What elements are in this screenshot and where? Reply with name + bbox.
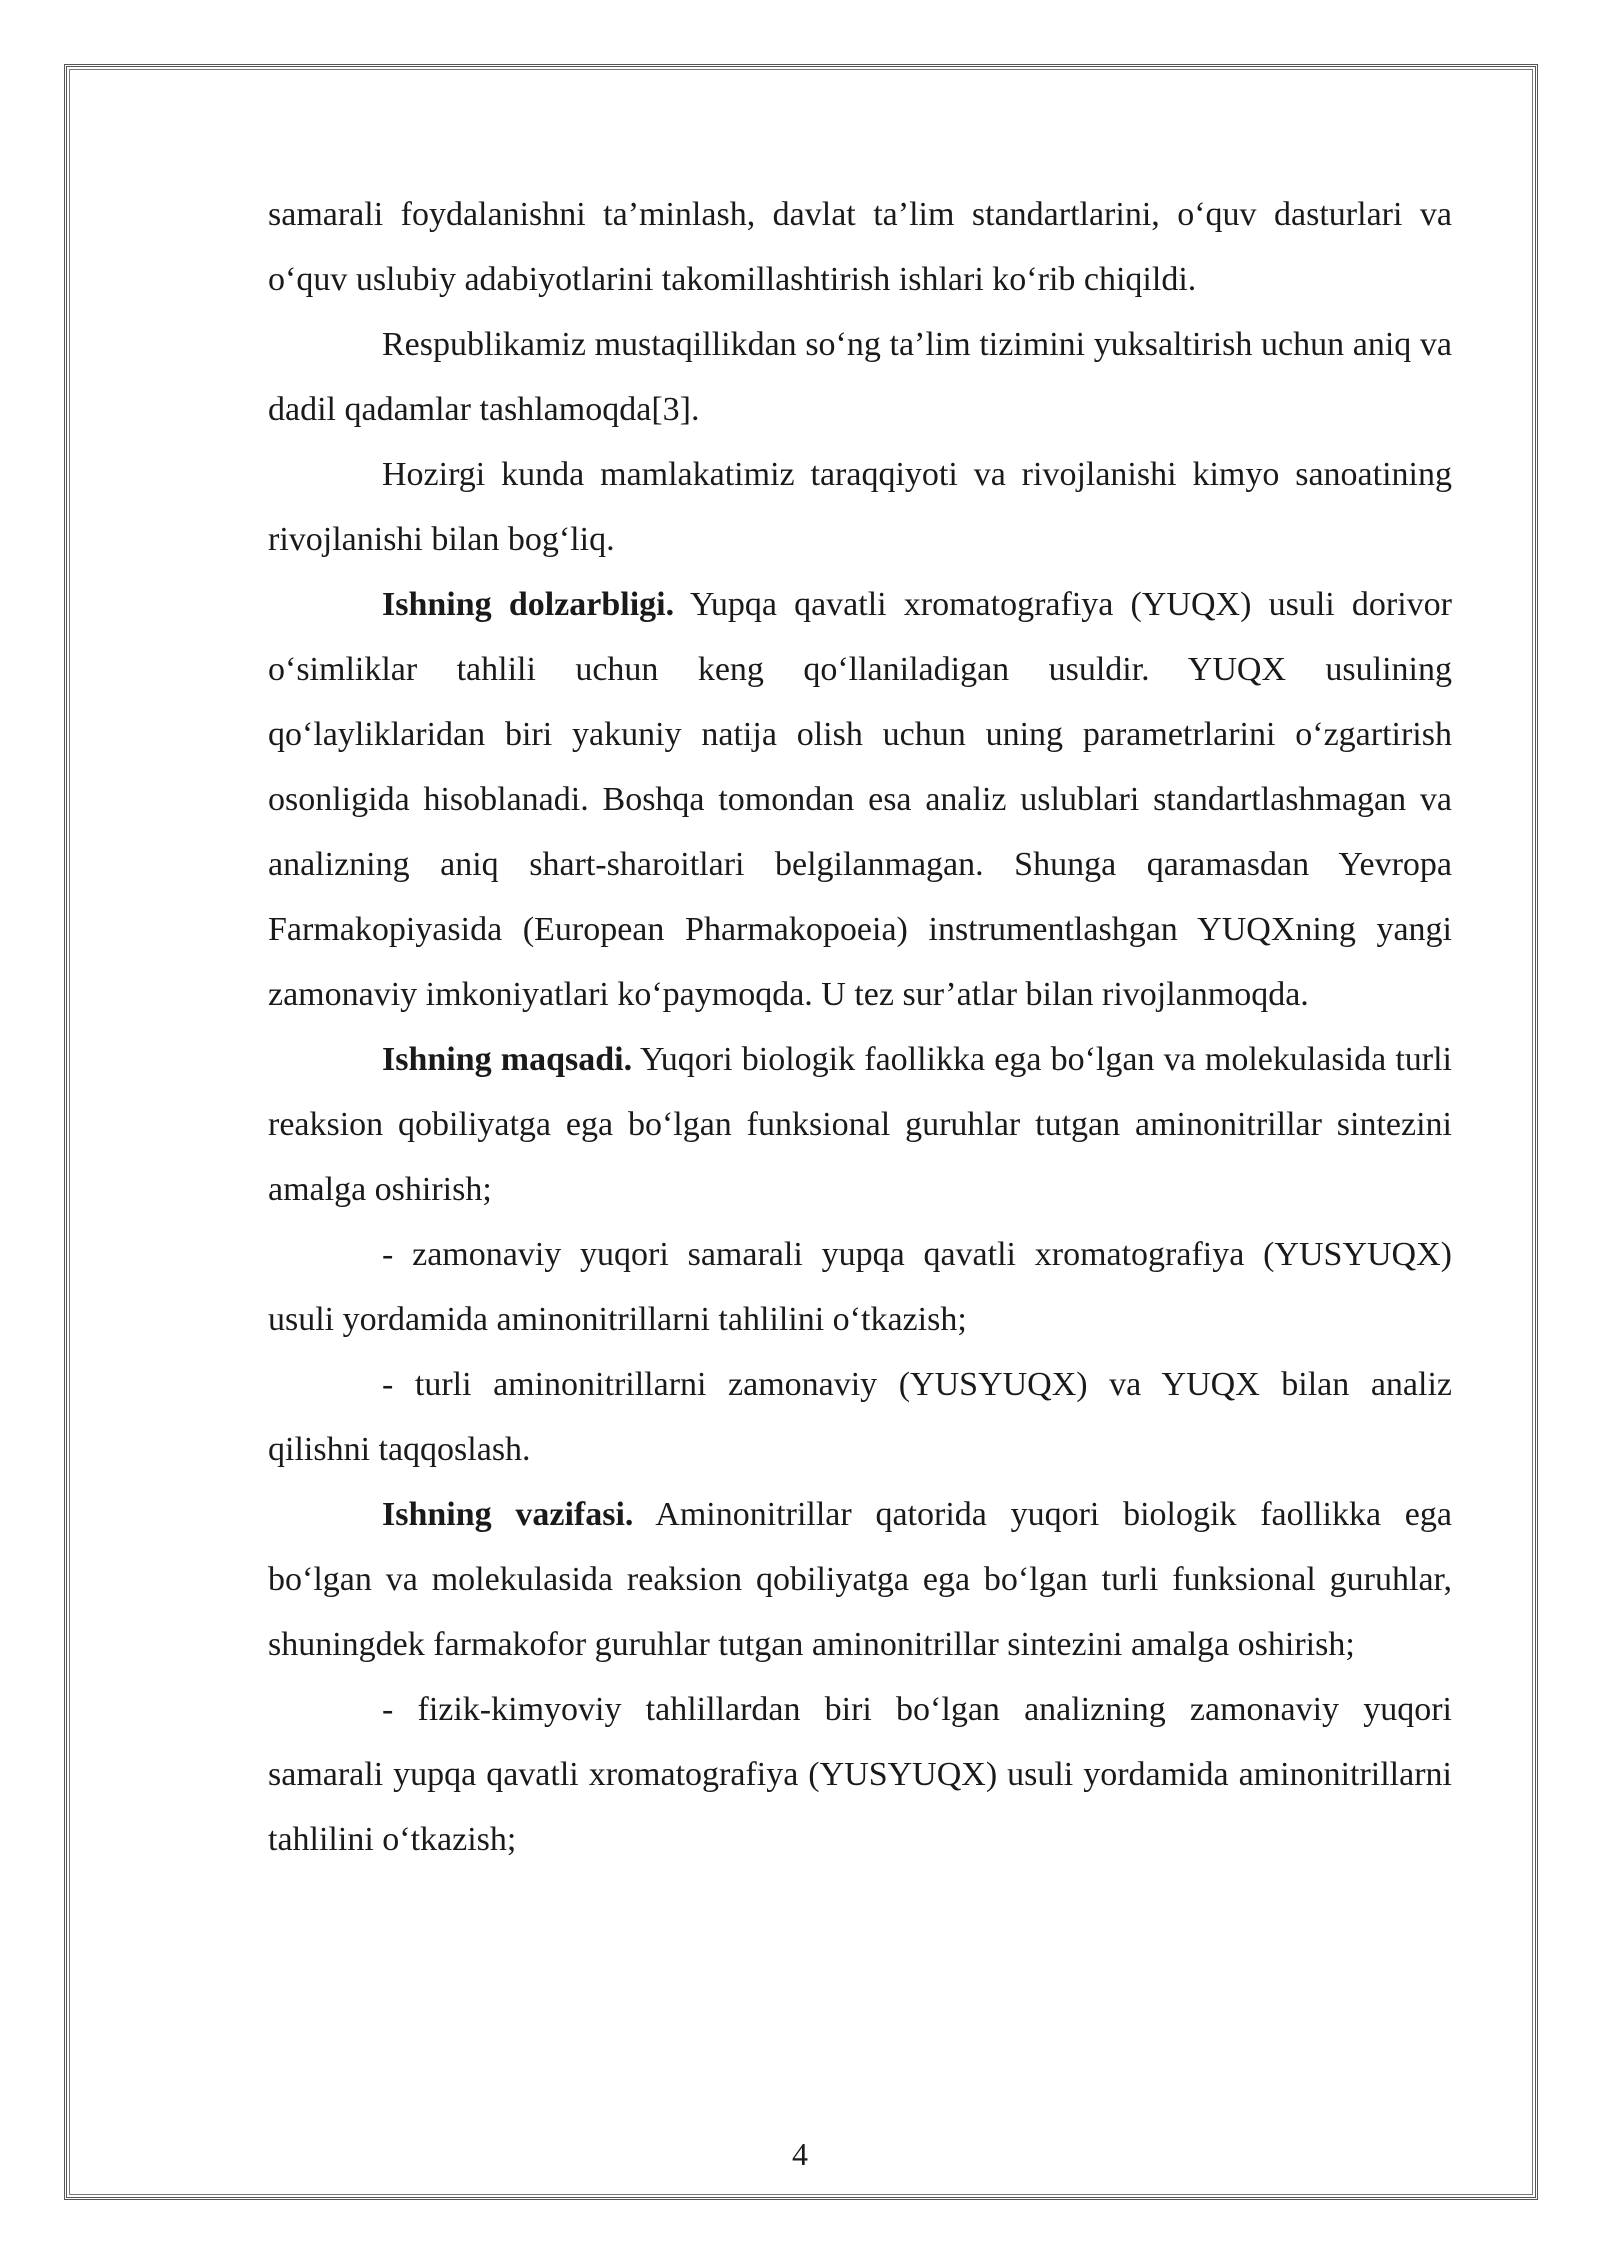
paragraph-tasks — [268, 1482, 1452, 1677]
paragraph-text: Yupqa qavatli xromatografiya (YUQX) usuli dorivor o‘simliklar tahlili uchun keng qo‘llaniladigan usuldir. YUQX usulining qo‘layliklaridan biri yakuniy natija olish uchun uning parametrlarini o‘zgartirish osonligida hisoblanadi. Boshqa tomondan esa analiz uslublari standartlashmagan va analizning aniq shart-sharoitlari belgilanmagan. Shunga qaramasdan Yevropa Farmakopiyasida (European Pharmakopoeia) instrumentlashgan YUQXning yangi zamonaviy imkoniyatlari ko‘paymoqda. U tez sur’atlar bilan rivojlanmoqda. — [268, 586, 1452, 1013]
paragraph-text: - zamonaviy yuqori samarali yupqa qavatli xromatografiya (YUSYUQX) usuli yordamida aminonitrillarni tahlilini o‘tkazish; — [268, 1236, 1452, 1338]
paragraph-text: Respublikamiz mustaqillikdan so‘ng ta’lim tizimini yuksaltirish uchun aniq va dadil qadamlar tashlamoqda[3]. — [268, 326, 1452, 428]
paragraph-text: Yuqori biologik faollikka ega bo‘lgan va molekulasida turli reaksion qobiliyatga ega bo‘lgan funksional guruhlar tutgan aminonitrillar sintezini amalga oshirish; — [268, 1041, 1452, 1208]
list-item — [268, 1222, 1452, 1352]
list-item — [268, 1677, 1452, 1872]
page-number: 4 — [792, 2136, 808, 2172]
paragraph-text: - turli aminonitrillarni zamonaviy (YUSYUQX) va YUQX bilan analiz qilishni taqqoslash. — [268, 1366, 1452, 1468]
section-heading-tasks: Ishning vazifasi. — [382, 1496, 634, 1533]
paragraph-text: Aminonitrillar qatorida yuqori biologik faollikka ega bo‘lgan va molekulasida reaksion qobiliyatga ega bo‘lgan turli funksional guruhlar, shuningdek farmakofor guruhlar tutgan aminonitrillar sintezini amalga oshirish; — [268, 1496, 1452, 1663]
section-heading-goal: Ishning maqsadi. — [382, 1041, 633, 1078]
paragraph-text: samarali foydalanishni ta’minlash, davlat ta’lim standartlarini, o‘quv dasturlari va o‘quv uslubiy adabiyotlarini takomillashtirish ishlari ko‘rib chiqildi. — [268, 196, 1452, 298]
list-item — [268, 1352, 1452, 1482]
paragraph-relevance — [268, 572, 1452, 1027]
paragraph-goal — [268, 1027, 1452, 1222]
paragraph-republic — [268, 312, 1452, 442]
paragraph-current-state — [268, 442, 1452, 572]
paragraph-text: Hozirgi kunda mamlakatimiz taraqqiyoti va rivojlanishi kimyo sanoatining rivojlanishi bilan bog‘liq. — [268, 456, 1452, 558]
document-body — [268, 182, 1452, 1872]
section-heading-relevance: Ishning dolzarbligi. — [382, 586, 675, 623]
paragraph-text: - fizik-kimyoviy tahlillardan biri bo‘lgan analizning zamonaviy yuqori samarali yupqa qavatli xromatografiya (YUSYUQX) usuli yordamida aminonitrillarni tahlilini o‘tkazish; — [268, 1691, 1452, 1858]
paragraph-continuation — [268, 182, 1452, 312]
